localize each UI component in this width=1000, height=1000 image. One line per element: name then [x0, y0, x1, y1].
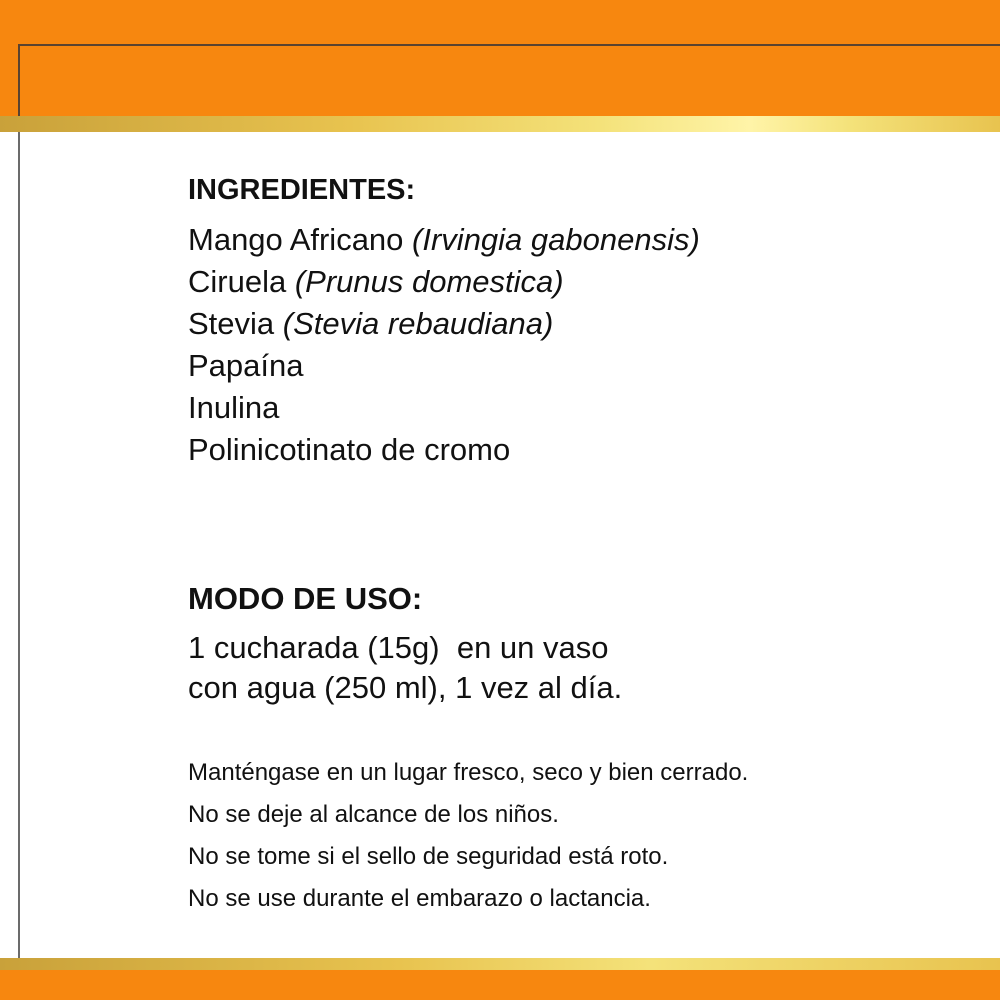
- ingredient-item: [188, 303, 978, 345]
- ingredient-scientific-name: (Prunus domestica): [294, 264, 564, 299]
- label-content: [188, 176, 978, 920]
- warning-line: No se tome si el sello de seguridad está roto.: [188, 843, 669, 870]
- usage-instruction-line: con agua (250 ml), 1 vez al día.: [188, 670, 623, 705]
- ingredient-name: Stevia: [188, 306, 275, 341]
- gold-stripe-top: [0, 116, 1000, 132]
- ingredients-heading: INGREDIENTES:: [188, 174, 416, 206]
- ingredient-scientific-name: (Irvingia gabonensis): [412, 222, 700, 257]
- usage-heading: MODO DE USO:: [188, 581, 423, 616]
- top-border-line: [20, 44, 1000, 46]
- warnings-block: [188, 752, 978, 920]
- ingredient-item: [188, 345, 978, 387]
- warning-line: No se deje al alcance de los niños.: [188, 801, 559, 828]
- top-orange-band: [0, 0, 1000, 120]
- ingredient-name: Mango Africano: [188, 222, 404, 257]
- ingredient-item: [188, 219, 978, 261]
- bottom-orange-band: [0, 970, 1000, 1000]
- ingredient-name: Inulina: [188, 390, 280, 425]
- gold-stripe-bottom: [0, 958, 1000, 970]
- top-left-border-line: [18, 44, 20, 120]
- warning-line: Manténgase en un lugar fresco, seco y bien cerrado.: [188, 759, 749, 786]
- ingredient-item: [188, 387, 978, 429]
- usage-instruction-line: 1 cucharada (15g) en un vaso: [188, 630, 609, 665]
- left-border-line: [18, 132, 20, 958]
- warning-line: No se use durante el embarazo o lactancia.: [188, 885, 651, 912]
- ingredient-item: [188, 261, 978, 303]
- ingredient-name: Polinicotinato de cromo: [188, 432, 511, 467]
- ingredient-name: Ciruela: [188, 264, 287, 299]
- ingredient-item: [188, 429, 978, 471]
- ingredient-scientific-name: (Stevia rebaudiana): [282, 306, 554, 341]
- ingredients-list: [188, 219, 978, 471]
- ingredient-name: Papaína: [188, 348, 304, 383]
